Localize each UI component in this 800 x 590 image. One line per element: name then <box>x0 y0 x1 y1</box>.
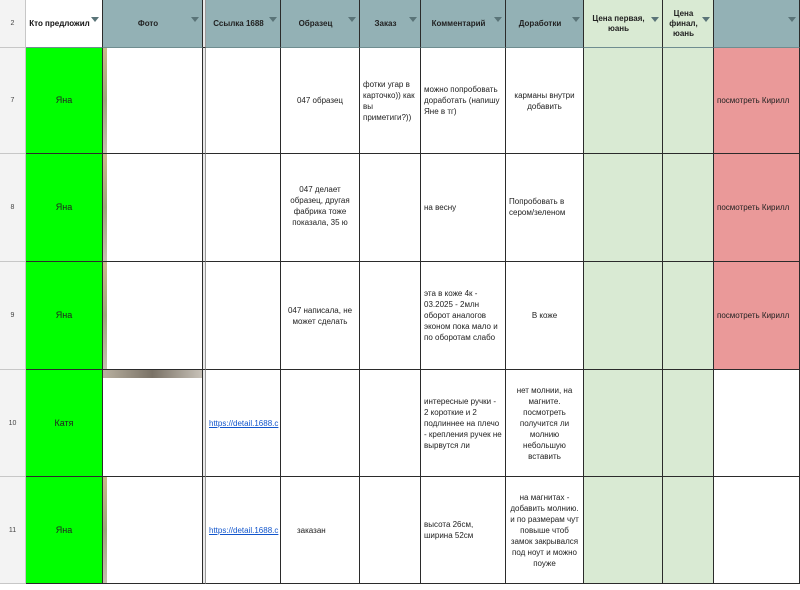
cell-price-final[interactable] <box>663 262 714 370</box>
row-number[interactable]: 10 <box>0 370 26 477</box>
cell-comment[interactable]: интересные ручки - 2 короткие и 2 подлиннее на плечо - крепления ручек не вырвутся ли <box>421 370 506 477</box>
cell-improvements[interactable]: Попробовать в сером/зеленом <box>506 154 584 262</box>
filter-icon[interactable] <box>191 17 199 22</box>
product-photo-edge <box>103 154 107 261</box>
filter-icon[interactable] <box>409 17 417 22</box>
col-header-who[interactable] <box>26 0 103 48</box>
cell-who[interactable]: Катя <box>26 370 103 477</box>
cell-note[interactable] <box>714 477 800 584</box>
cell-sample[interactable]: заказан <box>281 477 360 584</box>
cell-link[interactable] <box>206 262 281 370</box>
cell-who[interactable]: Яна <box>26 154 103 262</box>
cell-sample[interactable]: 047 написала, не может сделать <box>281 262 360 370</box>
filter-icon[interactable] <box>651 17 659 22</box>
col-header-link[interactable] <box>206 0 281 48</box>
col-header-who-label: Кто предложил <box>29 18 90 28</box>
col-header-price-first[interactable] <box>584 0 663 48</box>
col-header-comment-label: Комментарий <box>431 18 486 28</box>
col-header-photo-label: Фото <box>137 18 159 28</box>
cell-improvements[interactable]: нет молнии, на магните. посмотреть получится ли молнию небольшую вставить <box>506 370 584 477</box>
product-photo-edge <box>103 477 107 583</box>
cell-comment[interactable]: эта в коже 4к - 03.2025 - 2млн оборот аналогов эконом пока мало и по оборотам слабо <box>421 262 506 370</box>
cell-photo[interactable] <box>103 477 203 584</box>
row-number[interactable]: 8 <box>0 154 26 262</box>
cell-note[interactable] <box>714 370 800 477</box>
cell-improvements[interactable]: В коже <box>506 262 584 370</box>
cell-photo[interactable] <box>103 370 203 477</box>
col-header-improvements-label: Доработки <box>518 18 562 28</box>
col-header-photo[interactable] <box>103 0 203 48</box>
cell-price-final[interactable] <box>663 370 714 477</box>
cell-link[interactable] <box>206 48 281 154</box>
col-header-price-final-label: Цена финал, юань <box>669 8 698 38</box>
cell-photo[interactable] <box>103 48 203 154</box>
product-photo-edge <box>103 262 107 369</box>
row-number[interactable]: 9 <box>0 262 26 370</box>
cell-photo[interactable] <box>103 262 203 370</box>
cell-sample[interactable]: 047 образец <box>281 48 360 154</box>
cell-comment[interactable]: высота 26см, ширина 52см <box>421 477 506 584</box>
cell-improvements[interactable]: на магнитах - добавить молнию. и по размерам чут повыше чтоб замок закрывался под ноут и можно поуже <box>506 477 584 584</box>
cell-improvements[interactable]: карманы внутри добавить <box>506 48 584 154</box>
row-number[interactable]: 7 <box>0 48 26 154</box>
col-header-sample-label: Образец <box>298 18 333 28</box>
product-photo-edge <box>103 48 107 153</box>
col-header-order[interactable] <box>360 0 421 48</box>
cell-order[interactable] <box>360 370 421 477</box>
col-header-improvements[interactable] <box>506 0 584 48</box>
cell-link[interactable]: https://detail.1688.c <box>206 370 281 477</box>
cell-photo[interactable] <box>103 154 203 262</box>
cell-price-first[interactable] <box>584 48 663 154</box>
col-header-price-final[interactable] <box>663 0 714 48</box>
cell-price-final[interactable] <box>663 154 714 262</box>
product-photo-edge <box>103 370 202 378</box>
cell-price-first[interactable] <box>584 477 663 584</box>
row-number[interactable]: 11 <box>0 477 26 584</box>
filter-icon[interactable] <box>702 17 710 22</box>
filter-icon[interactable] <box>348 17 356 22</box>
filter-icon[interactable] <box>91 17 99 22</box>
cell-price-first[interactable] <box>584 370 663 477</box>
col-header-note[interactable] <box>714 0 800 48</box>
col-header-link-label: Ссылка 1688 <box>213 18 264 28</box>
cell-sample[interactable]: 047 делает образец, другая фабрика тоже показала, 35 ю <box>281 154 360 262</box>
cell-note[interactable]: посмотреть Кирилл <box>714 262 800 370</box>
cell-who[interactable]: Яна <box>26 48 103 154</box>
col-header-sample[interactable] <box>281 0 360 48</box>
col-header-comment[interactable] <box>421 0 506 48</box>
row-number-header[interactable]: 2 <box>0 0 26 48</box>
cell-who[interactable]: Яна <box>26 262 103 370</box>
cell-sample[interactable] <box>281 370 360 477</box>
filter-icon[interactable] <box>494 17 502 22</box>
cell-link[interactable]: https://detail.1688.c <box>206 477 281 584</box>
cell-comment[interactable]: можно попробовать доработать (напишу Яне в тг) <box>421 48 506 154</box>
cell-price-first[interactable] <box>584 154 663 262</box>
filter-icon[interactable] <box>269 17 277 22</box>
cell-who[interactable]: Яна <box>26 477 103 584</box>
filter-icon[interactable] <box>788 17 796 22</box>
cell-comment[interactable]: на весну <box>421 154 506 262</box>
cell-order[interactable] <box>360 477 421 584</box>
col-header-order-label: Заказ <box>374 18 397 28</box>
cell-order[interactable] <box>360 262 421 370</box>
cell-price-final[interactable] <box>663 48 714 154</box>
cell-note[interactable]: посмотреть Кирилл <box>714 48 800 154</box>
filter-icon[interactable] <box>572 17 580 22</box>
cell-price-final[interactable] <box>663 477 714 584</box>
cell-link[interactable] <box>206 154 281 262</box>
cell-note[interactable]: посмотреть Кирилл <box>714 154 800 262</box>
col-header-price-first-label: Цена первая, юань <box>592 13 645 33</box>
cell-order[interactable]: фотки угар в карточко)) как вы приметиги?)) <box>360 48 421 154</box>
cell-price-first[interactable] <box>584 262 663 370</box>
cell-order[interactable] <box>360 154 421 262</box>
